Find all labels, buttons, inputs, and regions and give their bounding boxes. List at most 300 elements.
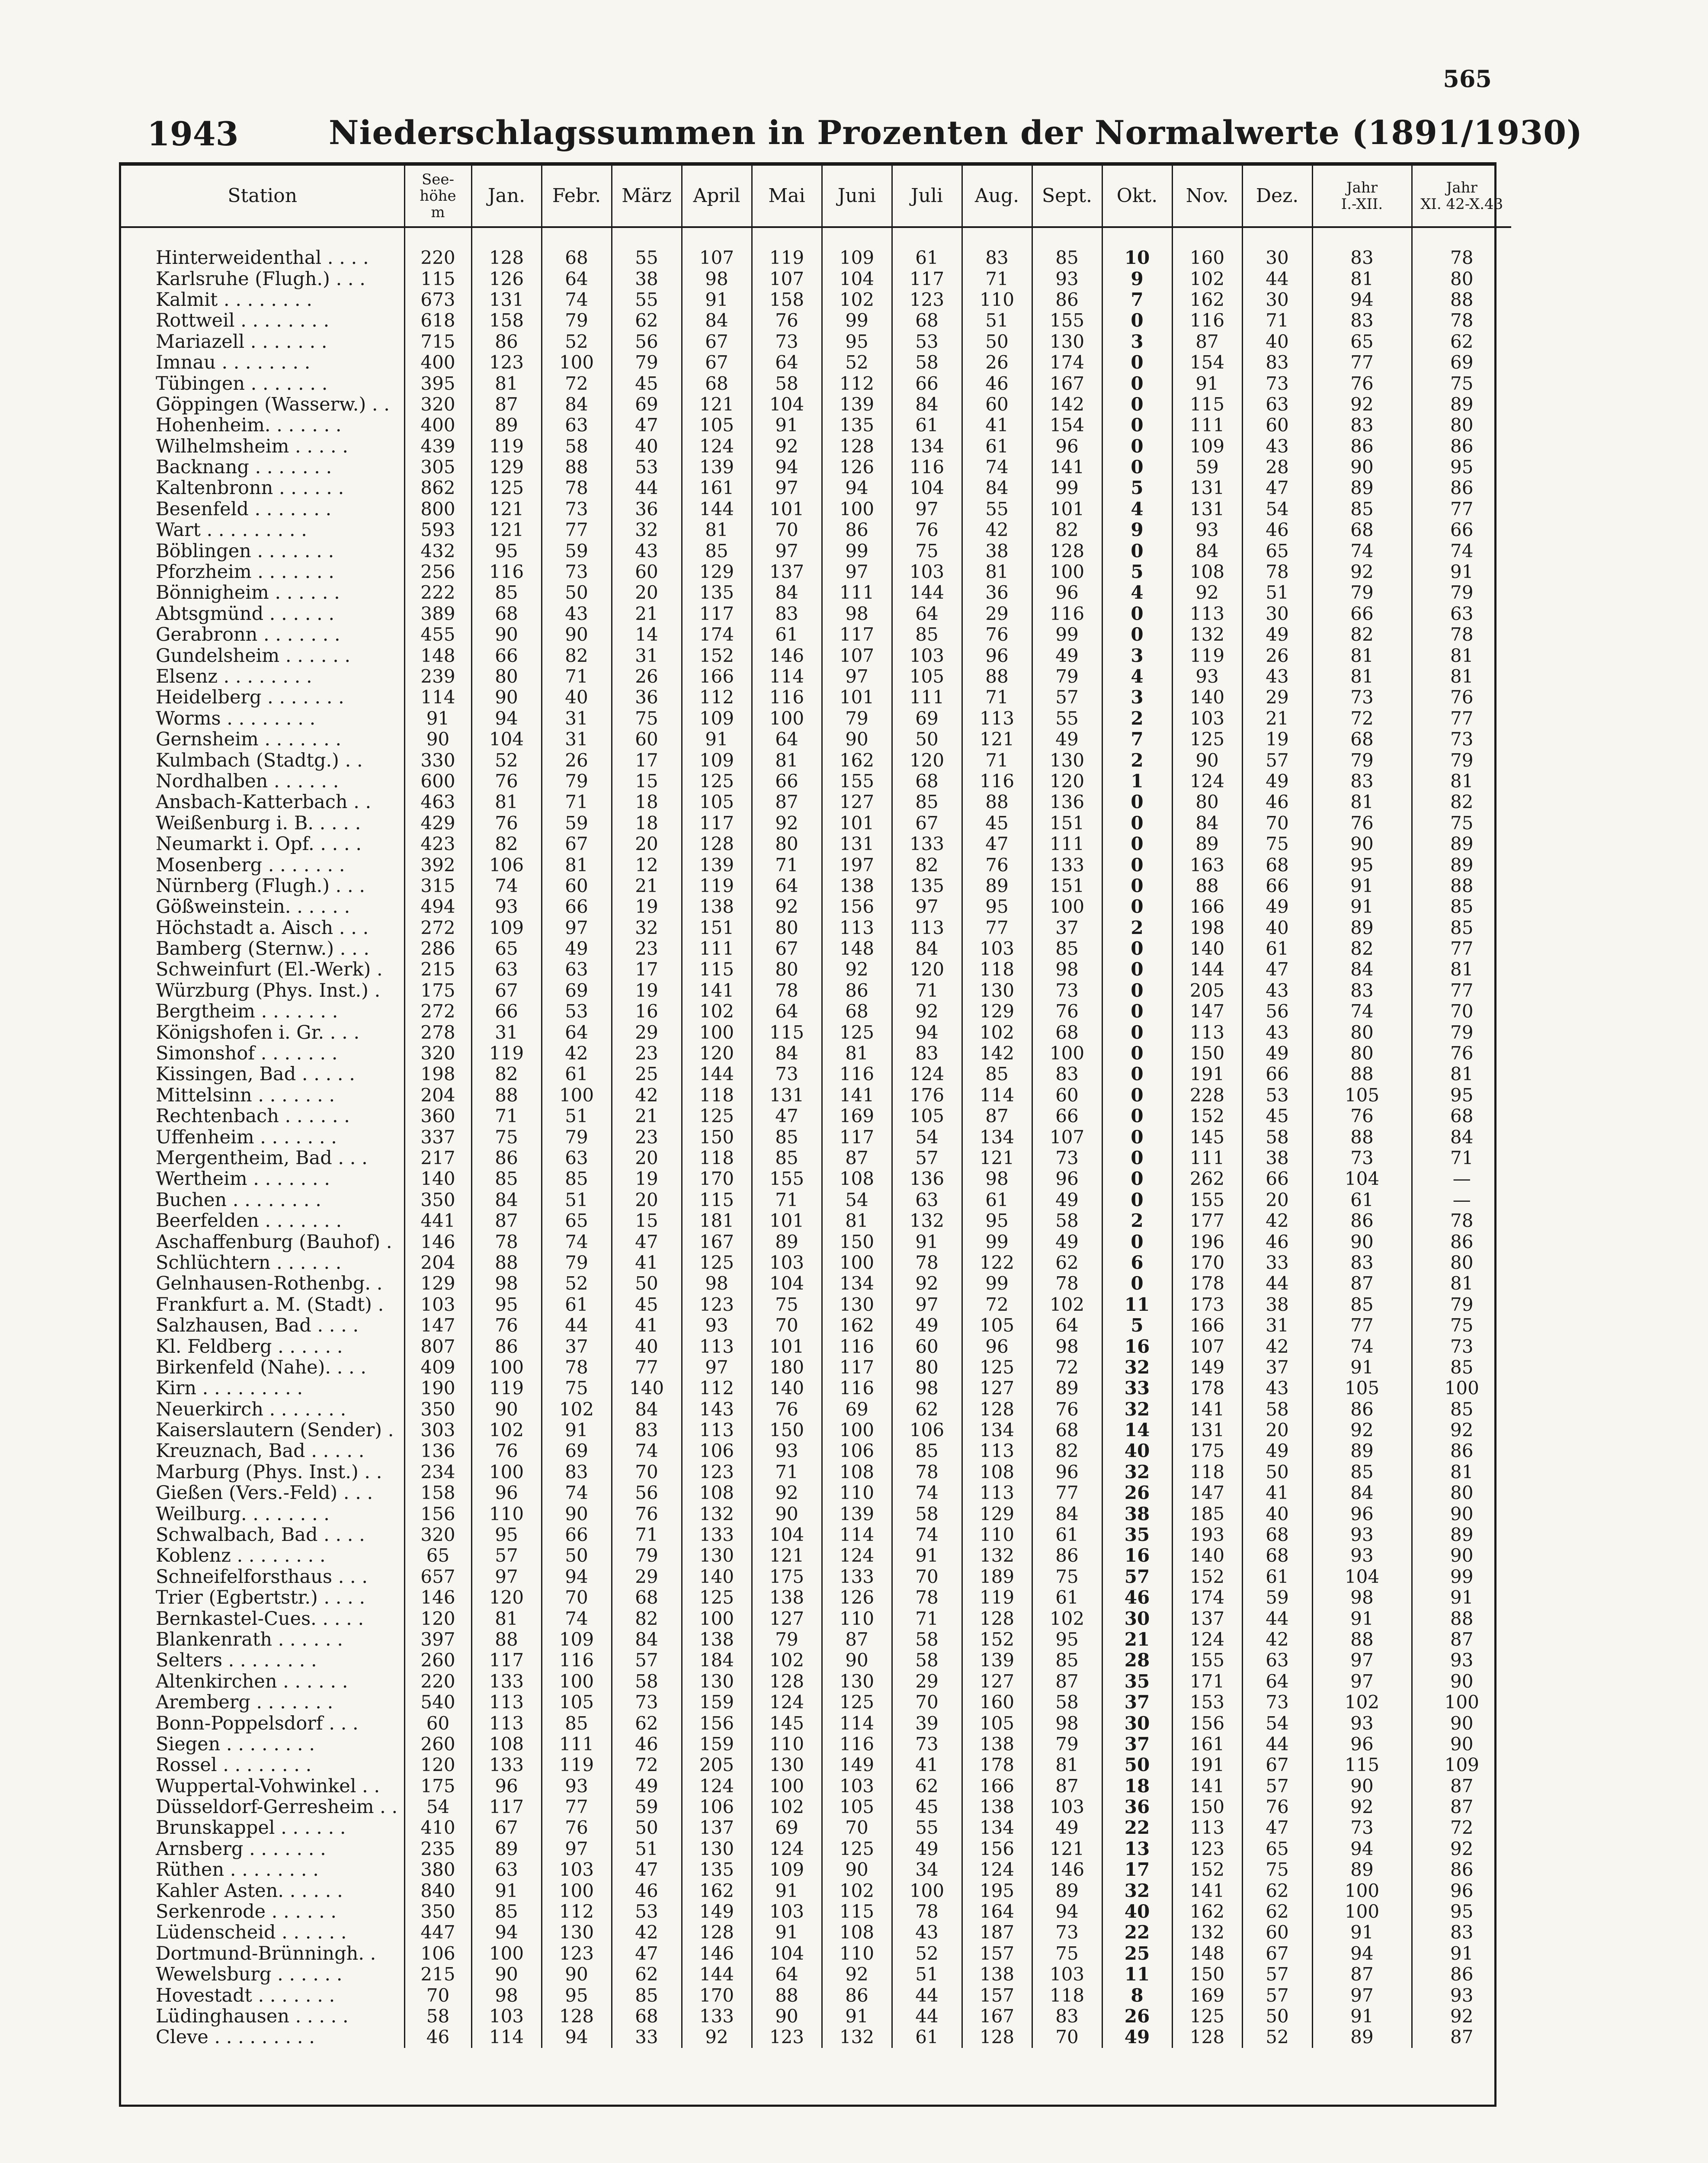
feb-cell: 76 xyxy=(542,1817,612,1838)
year-total-cell: 90 xyxy=(1312,1776,1412,1797)
mar-cell: 62 xyxy=(612,1964,682,1985)
hydro-year-cell: 81 xyxy=(1450,666,1474,687)
feb-cell: 79 xyxy=(542,1252,612,1273)
mar-cell: 62 xyxy=(612,310,682,331)
mar-cell: 29 xyxy=(612,1566,682,1587)
nov-cell: 84 xyxy=(1172,540,1242,561)
jan-cell: 104 xyxy=(471,729,542,750)
feb-cell: 73 xyxy=(542,562,612,582)
station-name: Schwalbach, Bad . . . . xyxy=(121,1524,404,1545)
sep-cell: 100 xyxy=(1032,896,1102,917)
year-total-cell: 87 xyxy=(1312,1273,1412,1294)
dec-cell: 73 xyxy=(1242,1692,1312,1713)
mar-cell: 71 xyxy=(612,1524,682,1545)
apr-cell: 144 xyxy=(682,499,752,520)
mar-cell: 32 xyxy=(612,520,682,540)
feb-cell: 73 xyxy=(542,499,612,520)
year-total-cell: 97 xyxy=(1312,1650,1412,1671)
aug-cell: 72 xyxy=(962,1294,1032,1315)
feb-cell: 71 xyxy=(542,666,612,687)
nov-cell: 141 xyxy=(1172,1776,1242,1797)
year-total-cell: 73 xyxy=(1312,687,1412,708)
altitude-cell: 120 xyxy=(404,1755,471,1775)
mar-cell: 76 xyxy=(612,1503,682,1524)
aug-cell: 77 xyxy=(962,918,1032,938)
hydro-year-cell: 87 xyxy=(1450,1629,1474,1650)
table-row xyxy=(121,2027,1511,2047)
may-cell: 83 xyxy=(752,603,822,624)
nov-cell: 169 xyxy=(1172,1985,1242,2006)
station-name: Rüthen . . . . . . . . xyxy=(121,1859,404,1880)
jun-cell: 115 xyxy=(822,1901,892,1922)
table-row xyxy=(121,1713,1511,1733)
nov-cell: 145 xyxy=(1172,1126,1242,1147)
table-row xyxy=(121,1210,1511,1231)
year-total-cell: 76 xyxy=(1312,1106,1412,1126)
jul-cell: 67 xyxy=(892,813,962,834)
jul-cell: 98 xyxy=(892,1378,962,1399)
hydro-year-cell: 78 xyxy=(1450,247,1474,269)
oct-cell: 0 xyxy=(1102,457,1172,478)
table-row xyxy=(121,1168,1511,1189)
may-cell: 92 xyxy=(752,813,822,834)
hydro-year-cell: 77 xyxy=(1450,708,1474,729)
sep-cell: 174 xyxy=(1032,352,1102,373)
aug-cell: 108 xyxy=(962,1462,1032,1483)
oct-cell: 4 xyxy=(1102,582,1172,603)
may-cell: 88 xyxy=(752,1985,822,2006)
hydro-year-cell: 66 xyxy=(1450,520,1474,541)
nov-cell: 132 xyxy=(1172,1922,1242,1943)
jan-cell: 90 xyxy=(471,1964,542,1985)
jun-cell: 125 xyxy=(822,1839,892,1859)
altitude-cell: 58 xyxy=(404,2006,471,2027)
jun-cell: 116 xyxy=(822,1378,892,1399)
mar-cell: 38 xyxy=(612,268,682,289)
table-row xyxy=(121,1273,1511,1294)
year-total-cell: 88 xyxy=(1312,1629,1412,1650)
table-row xyxy=(121,1357,1511,1378)
jun-cell: 125 xyxy=(822,1022,892,1043)
feb-cell: 51 xyxy=(542,1106,612,1126)
nov-cell: 113 xyxy=(1172,603,1242,624)
nov-cell: 93 xyxy=(1172,666,1242,687)
year-total-cell: 90 xyxy=(1312,1231,1412,1252)
table-row xyxy=(121,352,1511,373)
apr-cell: 125 xyxy=(682,771,752,792)
station-name: Karlsruhe (Flugh.) . . . xyxy=(121,268,404,289)
oct-cell: 25 xyxy=(1102,1943,1172,1964)
feb-cell: 90 xyxy=(542,1964,612,1985)
year-total-cell: 74 xyxy=(1312,1001,1412,1022)
apr-cell: 115 xyxy=(682,959,752,980)
mar-cell: 44 xyxy=(612,478,682,498)
jul-cell: 64 xyxy=(892,603,962,624)
table-row xyxy=(121,582,1511,603)
jan-cell: 81 xyxy=(471,792,542,812)
aug-cell: 128 xyxy=(962,1608,1032,1629)
year-total-cell: 89 xyxy=(1312,1441,1412,1461)
apr-cell: 105 xyxy=(682,792,752,812)
table-row xyxy=(121,227,1511,268)
year-total-cell: 91 xyxy=(1312,1922,1412,1943)
aug-cell: 128 xyxy=(962,2027,1032,2047)
nov-cell: 166 xyxy=(1172,1315,1242,1336)
sep-cell: 68 xyxy=(1032,1022,1102,1043)
mar-cell: 70 xyxy=(612,1462,682,1483)
feb-cell: 112 xyxy=(542,1901,612,1922)
altitude-cell: 147 xyxy=(404,1315,471,1336)
jun-cell: 109 xyxy=(822,227,892,268)
jun-cell: 148 xyxy=(822,938,892,959)
jun-cell: 130 xyxy=(822,1671,892,1692)
station-name: Worms . . . . . . . . xyxy=(121,708,404,729)
table-row xyxy=(121,645,1511,666)
dec-cell: 57 xyxy=(1242,1985,1312,2006)
hydro-year-cell: 75 xyxy=(1450,812,1474,834)
jul-cell: 53 xyxy=(892,331,962,352)
feb-cell: 77 xyxy=(542,1797,612,1817)
nov-cell: 162 xyxy=(1172,1901,1242,1922)
oct-cell: 26 xyxy=(1102,2006,1172,2027)
jun-cell: 134 xyxy=(822,1273,892,1294)
jan-cell: 106 xyxy=(471,854,542,875)
mar-cell: 15 xyxy=(612,771,682,792)
table-row xyxy=(121,1839,1511,1859)
table-row xyxy=(121,1734,1511,1755)
oct-cell: 0 xyxy=(1102,352,1172,373)
mar-cell: 77 xyxy=(612,1357,682,1378)
aug-cell: 88 xyxy=(962,792,1032,812)
may-cell: 75 xyxy=(752,1294,822,1315)
header-altitude: See- höhe m xyxy=(404,166,471,227)
jun-cell: 162 xyxy=(822,1315,892,1336)
apr-cell: 115 xyxy=(682,1190,752,1210)
altitude-cell: 315 xyxy=(404,876,471,896)
station-name: Wewelsburg . . . . . . xyxy=(121,1964,404,1985)
oct-cell: 0 xyxy=(1102,854,1172,875)
hydro-year-cell: 92 xyxy=(1450,1838,1474,1859)
altitude-cell: 215 xyxy=(404,1964,471,1985)
year-total-cell: 72 xyxy=(1312,708,1412,729)
table-row xyxy=(121,918,1511,938)
jun-cell: 162 xyxy=(822,750,892,770)
feb-cell: 52 xyxy=(542,331,612,352)
jun-cell: 135 xyxy=(822,415,892,436)
station-name: Rechtenbach . . . . . . xyxy=(121,1106,404,1126)
table-row xyxy=(121,1420,1511,1441)
jul-cell: 92 xyxy=(892,1001,962,1022)
altitude-cell: 220 xyxy=(404,227,471,268)
altitude-cell: 657 xyxy=(404,1566,471,1587)
jun-cell: 107 xyxy=(822,645,892,666)
apr-cell: 85 xyxy=(682,540,752,561)
hydro-year-cell: 99 xyxy=(1450,1566,1474,1587)
mar-cell: 14 xyxy=(612,624,682,645)
jul-cell: 70 xyxy=(892,1692,962,1713)
jun-cell: 108 xyxy=(822,1922,892,1943)
oct-cell: 0 xyxy=(1102,394,1172,415)
sep-cell: 49 xyxy=(1032,1817,1102,1838)
altitude-cell: 260 xyxy=(404,1650,471,1671)
may-cell: 61 xyxy=(752,624,822,645)
jul-cell: 97 xyxy=(892,499,962,520)
oct-cell: 1 xyxy=(1102,771,1172,792)
apr-cell: 111 xyxy=(682,938,752,959)
feb-cell: 94 xyxy=(542,2027,612,2047)
jul-cell: 91 xyxy=(892,1545,962,1566)
aug-cell: 96 xyxy=(962,1336,1032,1357)
jul-cell: 136 xyxy=(892,1168,962,1189)
jun-cell: 100 xyxy=(822,499,892,520)
table-row xyxy=(121,1043,1511,1064)
may-cell: 102 xyxy=(752,1797,822,1817)
station-name: Wuppertal-Vohwinkel . . xyxy=(121,1776,404,1797)
jul-cell: 85 xyxy=(892,1441,962,1461)
jan-cell: 119 xyxy=(471,436,542,457)
sep-cell: 49 xyxy=(1032,1231,1102,1252)
aug-cell: 124 xyxy=(962,1859,1032,1880)
year-total-cell: 94 xyxy=(1312,289,1412,310)
year-total-cell: 93 xyxy=(1312,1524,1412,1545)
altitude-cell: 392 xyxy=(404,854,471,875)
mar-cell: 46 xyxy=(612,1880,682,1901)
altitude-cell: 429 xyxy=(404,813,471,834)
jul-cell: 69 xyxy=(892,708,962,729)
table-row xyxy=(121,1315,1511,1336)
nov-cell: 148 xyxy=(1172,1943,1242,1964)
nov-cell: 93 xyxy=(1172,520,1242,540)
feb-cell: 43 xyxy=(542,603,612,624)
dec-cell: 78 xyxy=(1242,562,1312,582)
jan-cell: 63 xyxy=(471,1859,542,1880)
hydro-year-cell: 86 xyxy=(1450,478,1474,499)
hydro-year-cell: 77 xyxy=(1450,980,1474,1001)
feb-cell: 79 xyxy=(542,310,612,331)
hydro-year-cell: 73 xyxy=(1450,728,1474,750)
nov-cell: 150 xyxy=(1172,1043,1242,1064)
jun-cell: 54 xyxy=(822,1190,892,1210)
altitude-cell: 234 xyxy=(404,1462,471,1483)
jun-cell: 124 xyxy=(822,1545,892,1566)
jan-cell: 82 xyxy=(471,834,542,854)
aug-cell: 121 xyxy=(962,1148,1032,1168)
sep-cell: 75 xyxy=(1032,1566,1102,1587)
aug-cell: 50 xyxy=(962,331,1032,352)
jul-cell: 70 xyxy=(892,1566,962,1587)
may-cell: 79 xyxy=(752,1629,822,1650)
table-row xyxy=(121,1231,1511,1252)
table-row xyxy=(121,1650,1511,1671)
hydro-year-cell: 81 xyxy=(1450,1273,1474,1294)
altitude-cell: 320 xyxy=(404,394,471,415)
nov-cell: 228 xyxy=(1172,1085,1242,1106)
dec-cell: 68 xyxy=(1242,854,1312,875)
oct-cell: 0 xyxy=(1102,834,1172,854)
nov-cell: 118 xyxy=(1172,1462,1242,1483)
jan-cell: 98 xyxy=(471,1273,542,1294)
station-name: Kl. Feldberg . . . . . . xyxy=(121,1336,404,1357)
may-cell: 87 xyxy=(752,792,822,812)
jun-cell: 68 xyxy=(822,1001,892,1022)
feb-cell: 63 xyxy=(542,959,612,980)
feb-cell: 100 xyxy=(542,1880,612,1901)
may-cell: 64 xyxy=(752,876,822,896)
sep-cell: 82 xyxy=(1032,520,1102,540)
year-total-cell: 96 xyxy=(1312,1503,1412,1524)
hydro-year-cell: 68 xyxy=(1450,1106,1474,1127)
oct-cell: 40 xyxy=(1102,1441,1172,1461)
altitude-cell: 410 xyxy=(404,1817,471,1838)
year-total-cell: 91 xyxy=(1312,2006,1412,2027)
dec-cell: 49 xyxy=(1242,896,1312,917)
table-row xyxy=(121,478,1511,498)
nov-cell: 111 xyxy=(1172,1148,1242,1168)
table-row xyxy=(121,1817,1511,1838)
nov-cell: 198 xyxy=(1172,918,1242,938)
year-total-cell: 105 xyxy=(1312,1085,1412,1106)
jan-cell: 86 xyxy=(471,1148,542,1168)
mar-cell: 31 xyxy=(612,645,682,666)
aug-cell: 38 xyxy=(962,540,1032,561)
dec-cell: 54 xyxy=(1242,1713,1312,1733)
station-name: Gößweinstein. . . . . . xyxy=(121,896,404,917)
year-total-cell: 68 xyxy=(1312,520,1412,540)
oct-cell: 8 xyxy=(1102,1985,1172,2006)
altitude-cell: 129 xyxy=(404,1273,471,1294)
year-total-cell: 90 xyxy=(1312,834,1412,854)
jul-cell: 85 xyxy=(892,624,962,645)
hydro-year-cell: 90 xyxy=(1450,1671,1474,1692)
jan-cell: 88 xyxy=(471,1252,542,1273)
nov-cell: 116 xyxy=(1172,310,1242,331)
nov-cell: 141 xyxy=(1172,1399,1242,1419)
table-row xyxy=(121,980,1511,1001)
jun-cell: 92 xyxy=(822,1964,892,1985)
year-total-cell: 92 xyxy=(1312,562,1412,582)
dec-cell: 61 xyxy=(1242,938,1312,959)
apr-cell: 123 xyxy=(682,1294,752,1315)
mar-cell: 62 xyxy=(612,1713,682,1733)
oct-cell: 32 xyxy=(1102,1399,1172,1419)
mar-cell: 56 xyxy=(612,1483,682,1503)
apr-cell: 113 xyxy=(682,1420,752,1441)
feb-cell: 105 xyxy=(542,1692,612,1713)
may-cell: 91 xyxy=(752,1922,822,1943)
altitude-cell: 389 xyxy=(404,603,471,624)
mar-cell: 33 xyxy=(612,2027,682,2047)
may-cell: 76 xyxy=(752,1399,822,1419)
nov-cell: 161 xyxy=(1172,1734,1242,1755)
oct-cell: 0 xyxy=(1102,436,1172,457)
table-row xyxy=(121,373,1511,394)
jun-cell: 117 xyxy=(822,624,892,645)
table-row xyxy=(121,1001,1511,1022)
sep-cell: 98 xyxy=(1032,1713,1102,1733)
sep-cell: 66 xyxy=(1032,1106,1102,1126)
jun-cell: 86 xyxy=(822,520,892,540)
year-total-cell: 81 xyxy=(1312,268,1412,289)
nov-cell: 131 xyxy=(1172,499,1242,520)
apr-cell: 161 xyxy=(682,478,752,498)
jan-cell: 66 xyxy=(471,1001,542,1022)
hydro-year-cell: 100 xyxy=(1444,1691,1479,1713)
mar-cell: 23 xyxy=(612,1126,682,1147)
aug-cell: 36 xyxy=(962,582,1032,603)
oct-cell: 2 xyxy=(1102,708,1172,729)
mar-cell: 18 xyxy=(612,792,682,812)
aug-cell: 113 xyxy=(962,1483,1032,1503)
hydro-year-cell: 89 xyxy=(1450,854,1474,876)
jan-cell: 85 xyxy=(471,1168,542,1189)
aug-cell: 88 xyxy=(962,666,1032,687)
jan-cell: 158 xyxy=(471,310,542,331)
apr-cell: 170 xyxy=(682,1168,752,1189)
hydro-year-cell: 80 xyxy=(1450,1483,1474,1504)
jul-cell: 57 xyxy=(892,1148,962,1168)
dec-cell: 62 xyxy=(1242,1880,1312,1901)
nov-cell: 174 xyxy=(1172,1587,1242,1608)
sep-cell: 100 xyxy=(1032,1043,1102,1064)
hydro-year-cell: 90 xyxy=(1450,1713,1474,1734)
hydro-year-cell: 88 xyxy=(1450,1608,1474,1629)
table-row xyxy=(121,1985,1511,2006)
apr-cell: 100 xyxy=(682,1608,752,1629)
dec-cell: 59 xyxy=(1242,1587,1312,1608)
jun-cell: 102 xyxy=(822,1880,892,1901)
may-cell: 104 xyxy=(752,1524,822,1545)
jun-cell: 90 xyxy=(822,729,892,750)
jul-cell: 123 xyxy=(892,289,962,310)
apr-cell: 139 xyxy=(682,457,752,478)
station-name: Bernkastel-Cues. . . . . xyxy=(121,1608,404,1629)
dec-cell: 75 xyxy=(1242,834,1312,854)
may-cell: 114 xyxy=(752,666,822,687)
table-row xyxy=(121,1503,1511,1524)
oct-cell: 57 xyxy=(1102,1566,1172,1587)
table-row xyxy=(121,1524,1511,1545)
table-row xyxy=(121,687,1511,708)
altitude-cell: 400 xyxy=(404,415,471,436)
hydro-year-cell: 90 xyxy=(1450,1503,1474,1524)
altitude-cell: 305 xyxy=(404,457,471,478)
jan-cell: 85 xyxy=(471,1901,542,1922)
nov-cell: 170 xyxy=(1172,1252,1242,1273)
mar-cell: 26 xyxy=(612,666,682,687)
apr-cell: 121 xyxy=(682,394,752,415)
mar-cell: 32 xyxy=(612,918,682,938)
jan-cell: 109 xyxy=(471,918,542,938)
apr-cell: 67 xyxy=(682,352,752,373)
sep-cell: 68 xyxy=(1032,1420,1102,1441)
station-name: Schneifelforsthaus . . . xyxy=(121,1566,404,1587)
dec-cell: 60 xyxy=(1242,415,1312,436)
feb-cell: 59 xyxy=(542,540,612,561)
jan-cell: 114 xyxy=(471,2027,542,2047)
jul-cell: 105 xyxy=(892,666,962,687)
table-row xyxy=(121,834,1511,854)
sep-cell: 77 xyxy=(1032,1483,1102,1503)
apr-cell: 140 xyxy=(682,1566,752,1587)
year-total-cell: 102 xyxy=(1312,1692,1412,1713)
station-name: Gundelsheim . . . . . . xyxy=(121,645,404,666)
feb-cell: 97 xyxy=(542,1839,612,1859)
table-row xyxy=(121,1190,1511,1210)
nov-cell: 196 xyxy=(1172,1231,1242,1252)
table-row xyxy=(121,499,1511,520)
feb-cell: 61 xyxy=(542,1064,612,1085)
jun-cell: 104 xyxy=(822,268,892,289)
